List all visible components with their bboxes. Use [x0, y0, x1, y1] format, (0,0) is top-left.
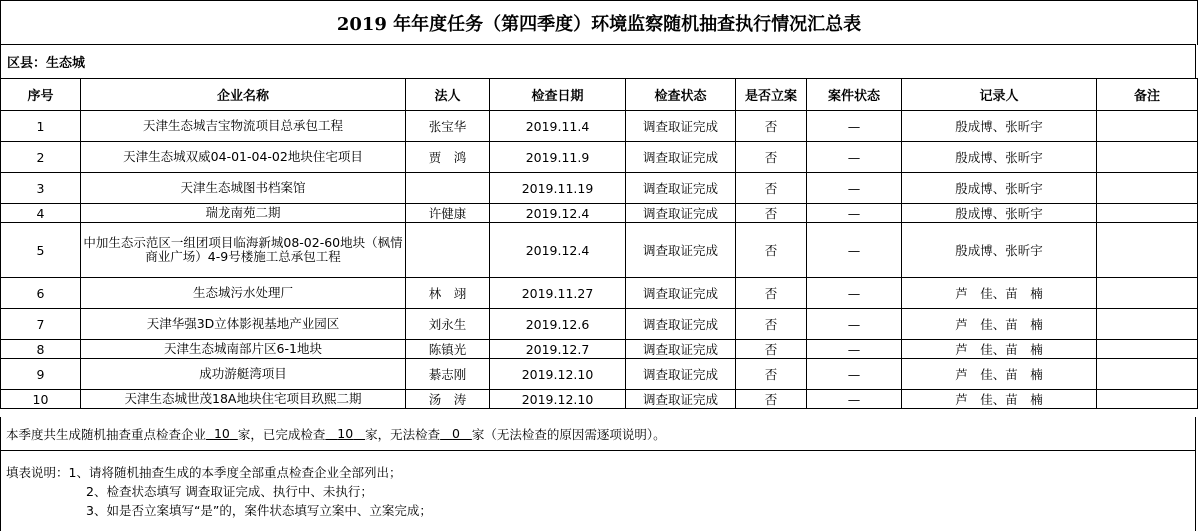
table-row [1, 359, 1198, 390]
summary-mid2: 家，无法检查 [365, 426, 441, 442]
summary-prefix: 本季度共生成随机抽查重点检查企业 [6, 426, 207, 442]
legal-person: 张宝华 [406, 111, 490, 142]
recorder: 芦 佳、苗 楠 [902, 390, 1097, 409]
table-row [1, 340, 1198, 359]
legal-person: 许健康 [406, 204, 490, 223]
note-line-3: 3、如是否立案填写“是”的，案件状态填写立案中、立案完成； [86, 503, 432, 518]
check-status: 调查取证完成 [626, 204, 736, 223]
check-date: 2019.11.27 [490, 278, 626, 309]
note-line-2: 2、检查状态填写 调查取证完成、执行中、未执行； [86, 484, 373, 499]
note-label: 填表说明： [6, 465, 69, 480]
recorder: 芦 佳、苗 楠 [902, 340, 1097, 359]
row-no: 3 [1, 173, 81, 204]
table-row [1, 223, 1198, 278]
filed-flag: 否 [736, 340, 807, 359]
header-recorder: 记录人 [902, 79, 1097, 111]
row-no: 10 [1, 390, 81, 409]
header-case: 案件状态 [807, 79, 902, 111]
summary-done: 10 [337, 426, 354, 441]
recorder: 殷成博、张昕宇 [902, 173, 1097, 204]
inspection-table [0, 78, 1198, 409]
filed-flag: 否 [736, 390, 807, 409]
company-name: 中加生态示范区一组团项目临海新城08-02-60地块（枫情商业广场）4-9号楼施工总承包工程 [81, 223, 406, 278]
row-no: 6 [1, 278, 81, 309]
company-name: 生态城污水处理厂 [81, 278, 406, 309]
table-row [1, 111, 1198, 142]
case-status: — [807, 309, 902, 340]
filed-flag: 否 [736, 111, 807, 142]
summary-suffix: 家（无法检查的原因需逐项说明）。 [471, 426, 666, 442]
filed-flag: 否 [736, 204, 807, 223]
check-status: 调查取证完成 [626, 173, 736, 204]
legal-person [406, 223, 490, 278]
recorder: 殷成博、张昕宇 [902, 142, 1097, 173]
case-status: — [807, 111, 902, 142]
company-name: 天津生态城南部片区6-1地块 [81, 340, 406, 359]
check-date: 2019.11.9 [490, 142, 626, 173]
summary-mid1: 家，已完成检查 [237, 426, 326, 442]
company-name: 天津华强3D立体影视基地产业园区 [81, 309, 406, 340]
legal-person [406, 173, 490, 204]
check-status: 调查取证完成 [626, 309, 736, 340]
page-title: 2019 年年度任务（第四季度）环境监察随机抽查执行情况汇总表 [0, 0, 1198, 45]
district-label: 区县：生态城 [0, 44, 1196, 78]
case-status: — [807, 204, 902, 223]
check-date: 2019.12.4 [490, 223, 626, 278]
remark [1097, 340, 1198, 359]
row-no: 8 [1, 340, 81, 359]
case-status: — [807, 278, 902, 309]
header-status: 检查状态 [626, 79, 736, 111]
remark [1097, 278, 1198, 309]
table-row [1, 309, 1198, 340]
row-no: 4 [1, 204, 81, 223]
check-date: 2019.12.10 [490, 390, 626, 409]
table-header-row [1, 79, 1198, 111]
filed-flag: 否 [736, 359, 807, 390]
remark [1097, 111, 1198, 142]
legal-person: 綦志刚 [406, 359, 490, 390]
check-date: 2019.12.4 [490, 204, 626, 223]
remark [1097, 359, 1198, 390]
legal-person: 林 翊 [406, 278, 490, 309]
check-date: 2019.12.6 [490, 309, 626, 340]
remark [1097, 309, 1198, 340]
table-row [1, 173, 1198, 204]
check-date: 2019.12.7 [490, 340, 626, 359]
check-status: 调查取证完成 [626, 278, 736, 309]
company-name: 天津生态城图书档案馆 [81, 173, 406, 204]
header-legal: 法人 [406, 79, 490, 111]
case-status: — [807, 142, 902, 173]
company-name: 成功游艇湾项目 [81, 359, 406, 390]
company-name: 瑞龙南苑二期 [81, 204, 406, 223]
filed-flag: 否 [736, 173, 807, 204]
check-status: 调查取证完成 [626, 359, 736, 390]
check-status: 调查取证完成 [626, 142, 736, 173]
legal-person: 汤 涛 [406, 390, 490, 409]
company-name: 天津生态城双威04-01-04-02地块住宅项目 [81, 142, 406, 173]
check-status: 调查取证完成 [626, 340, 736, 359]
summary-line [0, 417, 1196, 451]
row-no: 2 [1, 142, 81, 173]
check-date: 2019.11.19 [490, 173, 626, 204]
header-company: 企业名称 [81, 79, 406, 111]
legal-person: 贾 鸿 [406, 142, 490, 173]
filed-flag: 否 [736, 142, 807, 173]
table-row [1, 204, 1198, 223]
check-status: 调查取证完成 [626, 390, 736, 409]
filed-flag: 否 [736, 223, 807, 278]
summary-unable: 0 [452, 426, 460, 441]
recorder: 芦 佳、苗 楠 [902, 278, 1097, 309]
header-note: 备注 [1097, 79, 1198, 111]
note-line-1: 填表说明：1、请将随机抽查生成的本季度全部重点检查企业全部列出； [6, 465, 402, 480]
remark [1097, 204, 1198, 223]
header-date: 检查日期 [490, 79, 626, 111]
row-no: 5 [1, 223, 81, 278]
case-status: — [807, 340, 902, 359]
recorder: 芦 佳、苗 楠 [902, 309, 1097, 340]
table-row [1, 278, 1198, 309]
recorder: 殷成博、张昕宇 [902, 204, 1097, 223]
case-status: — [807, 359, 902, 390]
check-status: 调查取证完成 [626, 111, 736, 142]
case-status: — [807, 390, 902, 409]
case-status: — [807, 223, 902, 278]
row-no: 9 [1, 359, 81, 390]
header-no: 序号 [1, 79, 81, 111]
company-name: 天津生态城吉宝物流项目总承包工程 [81, 111, 406, 142]
row-no: 1 [1, 111, 81, 142]
table-body [1, 111, 1198, 409]
check-status: 调查取证完成 [626, 223, 736, 278]
company-name: 天津生态城世茂18A地块住宅项目玖熙二期 [81, 390, 406, 409]
check-date: 2019.12.10 [490, 359, 626, 390]
case-status: — [807, 173, 902, 204]
row-no: 7 [1, 309, 81, 340]
check-date: 2019.11.4 [490, 111, 626, 142]
remark [1097, 142, 1198, 173]
legal-person: 陈镇光 [406, 340, 490, 359]
filed-flag: 否 [736, 309, 807, 340]
filed-flag: 否 [736, 278, 807, 309]
table-row [1, 390, 1198, 409]
table-row [1, 142, 1198, 173]
recorder: 芦 佳、苗 楠 [902, 359, 1097, 390]
legal-person: 刘永生 [406, 309, 490, 340]
remark [1097, 223, 1198, 278]
recorder: 殷成博、张昕宇 [902, 111, 1097, 142]
header-filed: 是否立案 [736, 79, 807, 111]
remark [1097, 390, 1198, 409]
remark [1097, 173, 1198, 204]
summary-total: 10 [213, 426, 230, 441]
recorder: 殷成博、张昕宇 [902, 223, 1097, 278]
fill-instructions [0, 451, 1196, 531]
